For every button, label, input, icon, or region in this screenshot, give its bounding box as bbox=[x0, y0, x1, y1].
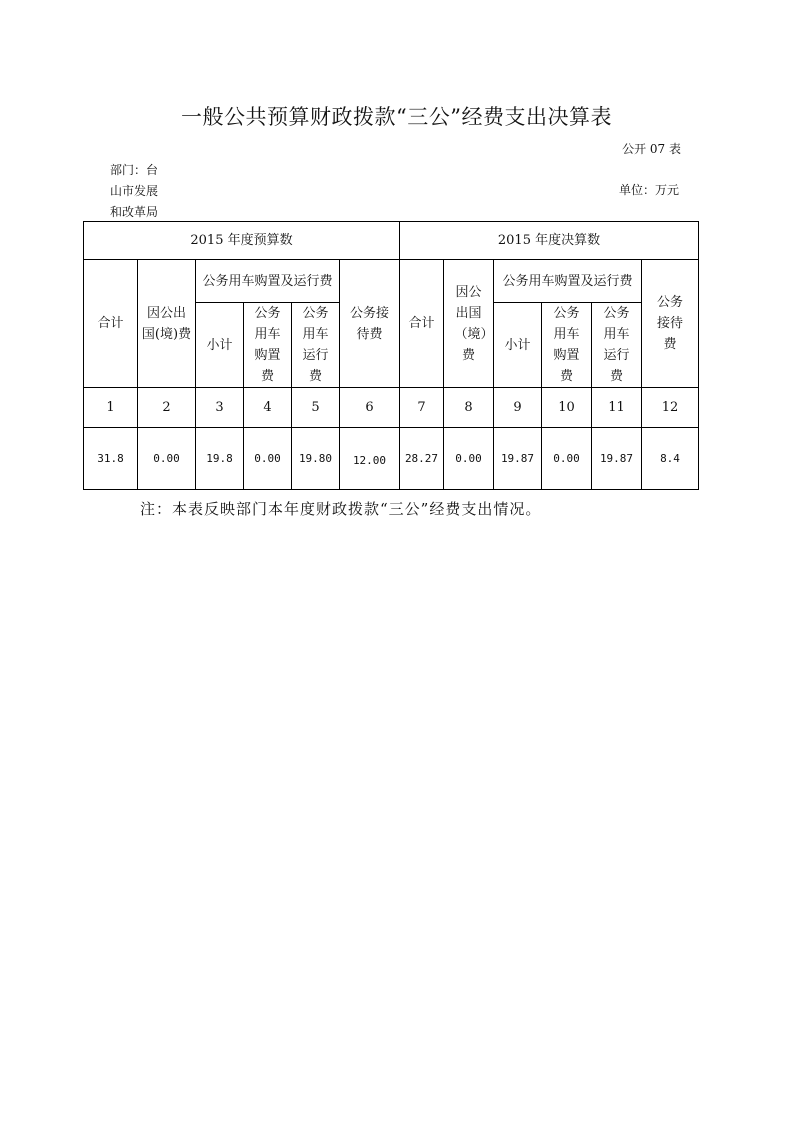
department-line: 部门：台 bbox=[110, 163, 159, 177]
column-number: 11 bbox=[592, 388, 642, 428]
final-abroad-header: 因公出国（境）费 bbox=[444, 260, 494, 388]
column-number: 8 bbox=[444, 388, 494, 428]
column-number: 7 bbox=[400, 388, 444, 428]
final-vehicle-group-header: 公务用车购置及运行费 bbox=[494, 260, 642, 303]
value-cell: 0.00 bbox=[444, 428, 494, 490]
value-cell: 12.00 bbox=[340, 428, 400, 490]
department-line: 和改革局 bbox=[110, 205, 159, 219]
column-number: 12 bbox=[642, 388, 699, 428]
unit-label: 单位：万元 bbox=[618, 183, 679, 197]
department-line: 山市发展 bbox=[110, 184, 159, 198]
budget-vehicle-group-header: 公务用车购置及运行费 bbox=[196, 260, 340, 303]
value-cell: 28.27 bbox=[400, 428, 444, 490]
value-cell: 0.00 bbox=[138, 428, 196, 490]
value-cell: 8.4 bbox=[642, 428, 699, 490]
final-reception-header: 公务接待费 bbox=[642, 260, 699, 388]
column-number: 5 bbox=[292, 388, 340, 428]
page-title: 一般公共预算财政拨款“三公”经费支出决算表 bbox=[181, 105, 612, 129]
footnote: 注：本表反映部门本年度财政拨款“三公”经费支出情况。 bbox=[140, 500, 542, 518]
column-number: 10 bbox=[542, 388, 592, 428]
expense-table bbox=[83, 221, 699, 490]
budget-reception-header: 公务接待费 bbox=[340, 260, 400, 388]
value-cell: 0.00 bbox=[244, 428, 292, 490]
value-cell: 19.87 bbox=[494, 428, 542, 490]
budget-vehicle-operation-header: 公务用车运行费 bbox=[292, 303, 340, 388]
final-total-header: 合计 bbox=[400, 260, 444, 388]
final-group-header: 2015 年度决算数 bbox=[400, 222, 699, 260]
value-cell: 31.8 bbox=[84, 428, 138, 490]
budget-vehicle-subtotal-header: 小计 bbox=[196, 303, 244, 388]
column-number: 3 bbox=[196, 388, 244, 428]
form-number: 公开 07 表 bbox=[622, 142, 681, 156]
department-label bbox=[110, 160, 158, 223]
final-vehicle-purchase-header: 公务用车购置费 bbox=[542, 303, 592, 388]
column-number: 1 bbox=[84, 388, 138, 428]
value-cell: 19.80 bbox=[292, 428, 340, 490]
budget-vehicle-purchase-header: 公务用车购置费 bbox=[244, 303, 292, 388]
value-cell: 19.87 bbox=[592, 428, 642, 490]
column-number: 4 bbox=[244, 388, 292, 428]
budget-group-header: 2015 年度预算数 bbox=[84, 222, 400, 260]
column-number: 6 bbox=[340, 388, 400, 428]
final-vehicle-subtotal-header: 小计 bbox=[494, 303, 542, 388]
final-vehicle-operation-header: 公务用车运行费 bbox=[592, 303, 642, 388]
value-cell: 19.8 bbox=[196, 428, 244, 490]
column-number: 2 bbox=[138, 388, 196, 428]
value-cell: 0.00 bbox=[542, 428, 592, 490]
column-number: 9 bbox=[494, 388, 542, 428]
budget-total-header: 合计 bbox=[84, 260, 138, 388]
budget-abroad-header: 因公出国(境)费 bbox=[138, 260, 196, 388]
